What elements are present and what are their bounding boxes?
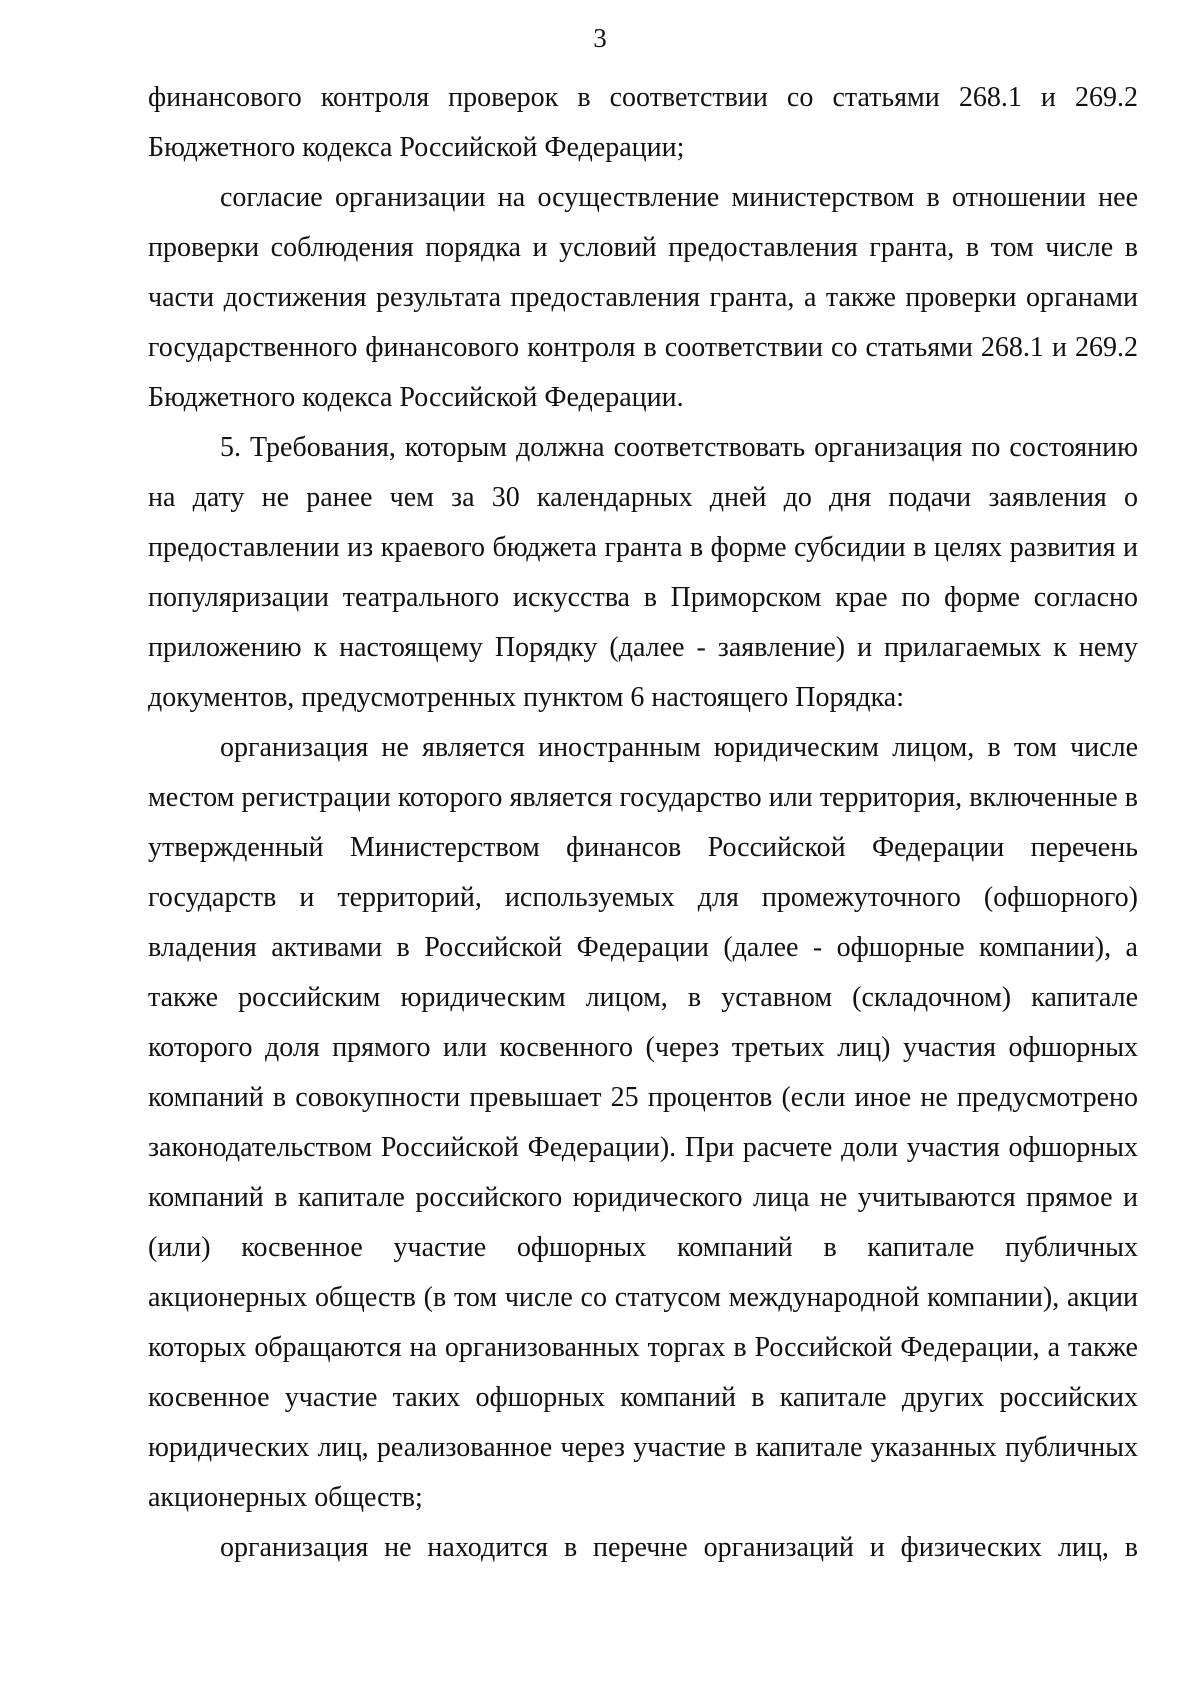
- paragraph-requirements: 5. Требования, которым должна соответствовать организация по состоянию на дату не ранее чем за 30 календарных дней до дня подачи заявления о предоставлении из краевого бюджета гранта в форме субсидии в целях развития и популяризации театрального искусства в Приморском крае по форме согласно приложению к настоящему Порядку (далее - заявление) и прилагаемых к нему документов, предусмотренных пунктом 6 настоящего Порядка:: [148, 432, 1138, 713]
- document-body: [148, 73, 1138, 1573]
- paragraph-consent: согласие организации на осуществление министерством в отношении нее проверки соблюдения порядка и условий предоставления гранта, в том числе в части достижения результата предоставления гранта, а также проверки органами государственного финансового контроля в соответствии со статьями 268.1 и 269.2 Бюджетного кодекса Российской Федерации.: [148, 182, 1138, 413]
- paragraph-not-in-list: организация не находится в перечне организаций и физических лиц, в: [220, 1532, 1138, 1563]
- paragraph-financial-control: финансового контроля проверок в соответствии со статьями 268.1 и 269.2 Бюджетного кодекса Российской Федерации;: [148, 82, 1138, 163]
- page-number: 3: [593, 23, 607, 53]
- paragraph-not-foreign-entity: организация не является иностранным юридическим лицом, в том числе местом регистрации которого является государство или территория, включенные в утвержденный Министерством финансов Российской Федерации перечень государств и территорий, используемых для промежуточного (офшорного) владения активами в Российской Федерации (далее - офшорные компании), а также российским юридическим лицом, в уставном (складочном) капитале которого доля прямого или косвенного (через третьих лиц) участия офшорных компаний в совокупности превышает 25 процентов (если иное не предусмотрено законодательством Российской Федерации). При расчете доли участия офшорных компаний в капитале российского юридического лица не учитываются прямое и (или) косвенное участие офшорных компаний в капитале публичных акционерных обществ (в том числе со статусом международной компании), акции которых обращаются на организованных торгах в Российской Федерации, а также косвенное участие таких офшорных компаний в капитале других российских юридических лиц, реализованное через участие в капитале указанных публичных акционерных обществ;: [148, 732, 1138, 1513]
